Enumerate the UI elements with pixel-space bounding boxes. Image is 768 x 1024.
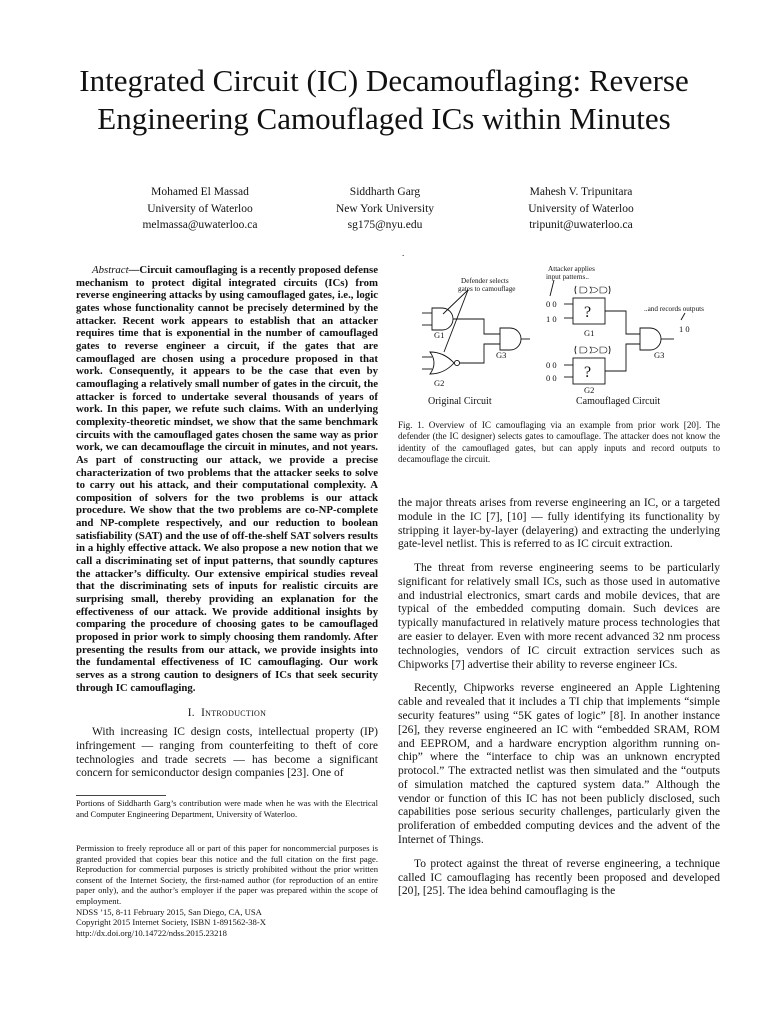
input-pattern-g1-b: 1 0 bbox=[546, 314, 557, 324]
g3-and-gate bbox=[500, 328, 521, 350]
camouflaged-circuit-caption: Camouflaged Circuit bbox=[576, 396, 661, 407]
author-name: Mahesh V. Tripunitara bbox=[529, 186, 633, 198]
original-circuit-caption: Original Circuit bbox=[428, 396, 492, 407]
footnote-rule bbox=[76, 795, 166, 796]
author-email: tripunit@uwaterloo.ca bbox=[529, 219, 633, 231]
defender-label-line-2: gates to camouflage bbox=[458, 285, 516, 293]
author-block-1 bbox=[100, 184, 300, 234]
permission-text: Permission to freely reproduce all or part of this paper for noncommercial purposes is granted provided that copies bear this notice and the full citation on the first page. Reproduction for commercial purposes is strictly prohibited without the prior written consent of the Internet Society, the first-named author (for reproduction of an entire paper only), and the author’s employer if the paper was prepared within the scope of employment. bbox=[76, 843, 378, 906]
section-heading bbox=[76, 707, 378, 719]
title-line-2: Engineering Camouflaged ICs within Minutes bbox=[97, 101, 671, 136]
section-title: Introduction bbox=[201, 707, 267, 719]
input-pattern-g1-a: 0 0 bbox=[546, 299, 557, 309]
intro-text: With increasing IC design costs, intellectual property (IP) infringement — ranging from counterfeiting to theft of core technologies and trade secrets — has become a significant concern for semiconductor design companies [23]. One of bbox=[76, 726, 378, 780]
conference-line-2: Copyright 2015 Internet Society, ISBN 1-891562-38-X bbox=[76, 917, 266, 928]
footnote-affiliation: Portions of Siddharth Garg’s contribution were made when he was with the Electrical and Computer Engineering Department, University of Waterloo. bbox=[76, 798, 378, 819]
paragraph-4: To protect against the threat of reverse engineering, a technique called IC camouflaging has recently been proposed and developed [20], [25]. The idea behind camouflaging is the bbox=[398, 857, 720, 898]
g1-and-gate bbox=[432, 308, 453, 330]
section-number: I. bbox=[187, 707, 195, 719]
g1-label: G1 bbox=[434, 330, 445, 340]
paper-title bbox=[40, 62, 728, 138]
author-affiliation: University of Waterloo bbox=[528, 202, 634, 215]
defender-label-line-1: Defender selects bbox=[461, 277, 509, 285]
author-affiliation: University of Waterloo bbox=[147, 202, 253, 215]
attacker-label-line-2: input patterns.. bbox=[546, 273, 589, 281]
g2-camouflaged-label: G2 bbox=[584, 385, 595, 395]
author-block-2 bbox=[285, 184, 485, 234]
g1-camouflaged-label: G1 bbox=[584, 328, 595, 338]
g2-nor-gate bbox=[430, 352, 454, 374]
input-pattern-g2-b: 0 0 bbox=[546, 373, 557, 383]
unknown-gate-g1: ? bbox=[584, 304, 592, 321]
author-email: melmassa@uwaterloo.ca bbox=[142, 219, 258, 231]
abstract-label: Abstract bbox=[92, 264, 129, 276]
abstract-body: —Circuit camouflaging is a recently proposed defense mechanism to protect digital integrated circuits (ICs) from reverse engineering attacks by using camouflaged gates, i.e., logic gates whose functionality cannot be precisely determined by the attacker. Recent work appears to establish that an attacker requires time that is exponential in the number of camouflaged gates to reverse engineer a circuit, if the gates that are camouflaged are chosen using a procedure proposed in that work. Consequently, it appears to be the case that even by camouflaging a relatively small number of gates in the circuit, the attacker is forced to undertake several thousands of years of work. In this paper, we refute such claims. With an underlying complexity-theoretic mindset, we show that the same benchmark circuits with the camouflaged gates chosen the same way as prior work, we can decamouflage the circuit in minutes, and not years. As part of constructing our attack, we provide a precise characterization of two problems that the attacker seeks to solve to carry out his attack, and their computational complexity. A composition of solvers for the two problems is our attack procedure. We show that the two problems are co-NP-complete and NP-complete respectively, and our reduction to boolean satisfiability (SAT) and the use of off-the-shelf SAT solvers results in a highly effective attack. We also propose a new notion that we call a discriminating set of input patterns, that soundly captures the attacker’s difficulty. Our extensive empirical studies reveal that the discriminating sets of inputs for realistic circuits are surprising small, thereby providing an explanation for the effectiveness of our attack. We provide additional insights by comparing the procedure of choosing gates to be camouflaged proposed in prior work to simply choosing them randomly. After presenting the results from our attack, we provide insights into the fundamental effectiveness of IC camouflaging. Our work serves as a strong caution to designers of ICs that seek security through IC camouflaging. bbox=[76, 264, 378, 694]
unknown-gate-g2: ? bbox=[584, 364, 592, 381]
abstract bbox=[76, 264, 378, 694]
paragraph-3: Recently, Chipworks reverse engineered an Apple Lightening cable and revealed that it includes a TI chip that implements “simple security features” using “5K gates of logic” [8]. In another instance [26], they reverse engineered an IC with “embedded SRAM, ROM and EEPROM, and a hardware encryption algorithm running on-chip” where the “interface to chip was an unknown encrypted protocol.” The extracted netlist was then simulated and the “outputs of simulation matched the captured system data.” Although the vendor or function of this IC has not been publicly disclosed, such capabilities pose serious security challenges, particularly given the proliferation of embedded computing devices and the advent of the Internet of Things. bbox=[398, 682, 720, 846]
author-name: Siddharth Garg bbox=[349, 186, 421, 198]
paragraph-2: The threat from reverse engineering seems to be particularly significant for relatively small ICs, such as those used in automative and industrial electronics, smart cards and mobile devices, that are typical of the embedded computing domain. Such devices are typically manufactured in relatively mature process technologies that are easier to delayer. Even with more recent advanced 32 nm process technologies, vendors of IC circuit extraction services such as Chipworks [7] advertise their ability to reverse engineer ICs. bbox=[398, 562, 720, 671]
attacker-label-line-1: Attacker applies bbox=[548, 265, 595, 273]
figure-1-caption: Fig. 1. Overview of IC camouflaging via an example from prior work [20]. The defender (the IC designer) selects gates to camouflage. The attacker does not know the identity of the camouflaged gates, but can apply inputs and record outputs to decamouflage the circuit. bbox=[398, 420, 720, 465]
input-pattern-g2-a: 0 0 bbox=[546, 360, 557, 370]
paragraph-1: the major threats arises from reverse engineering an IC, or a targeted module in the IC [7], [10] — fully identifying its functionality by stripping it layer-by-layer (delayering) and extracting the underlying gate-level netlist. This is referred to as IC circuit extraction. bbox=[398, 497, 720, 551]
stray-dot: . bbox=[402, 248, 405, 258]
recorded-output: 1 0 bbox=[679, 324, 690, 334]
author-affiliation: New York University bbox=[335, 202, 435, 215]
g2-label: G2 bbox=[434, 378, 445, 388]
author-block-3 bbox=[481, 184, 681, 234]
intro-paragraph bbox=[76, 726, 378, 781]
conference-line-1: NDSS ’15, 8-11 February 2015, San Diego, CA, USA bbox=[76, 906, 262, 917]
author-email: sg175@nyu.edu bbox=[347, 219, 423, 231]
g3-camouflaged-gate bbox=[640, 328, 661, 350]
author-name: Mohamed El Massad bbox=[151, 186, 249, 198]
figure-1-diagram bbox=[398, 256, 720, 416]
right-column-text bbox=[398, 497, 720, 909]
doi-line: http://dx.doi.org/10.14722/ndss.2015.23218 bbox=[76, 927, 227, 938]
records-outputs-label: ..and records outputs bbox=[644, 305, 704, 313]
permission-notice bbox=[76, 843, 378, 938]
title-line-1: Integrated Circuit (IC) Decamouflaging: Reverse bbox=[79, 63, 689, 98]
g3-label: G3 bbox=[496, 350, 507, 360]
g3-camouflaged-label: G3 bbox=[654, 350, 665, 360]
